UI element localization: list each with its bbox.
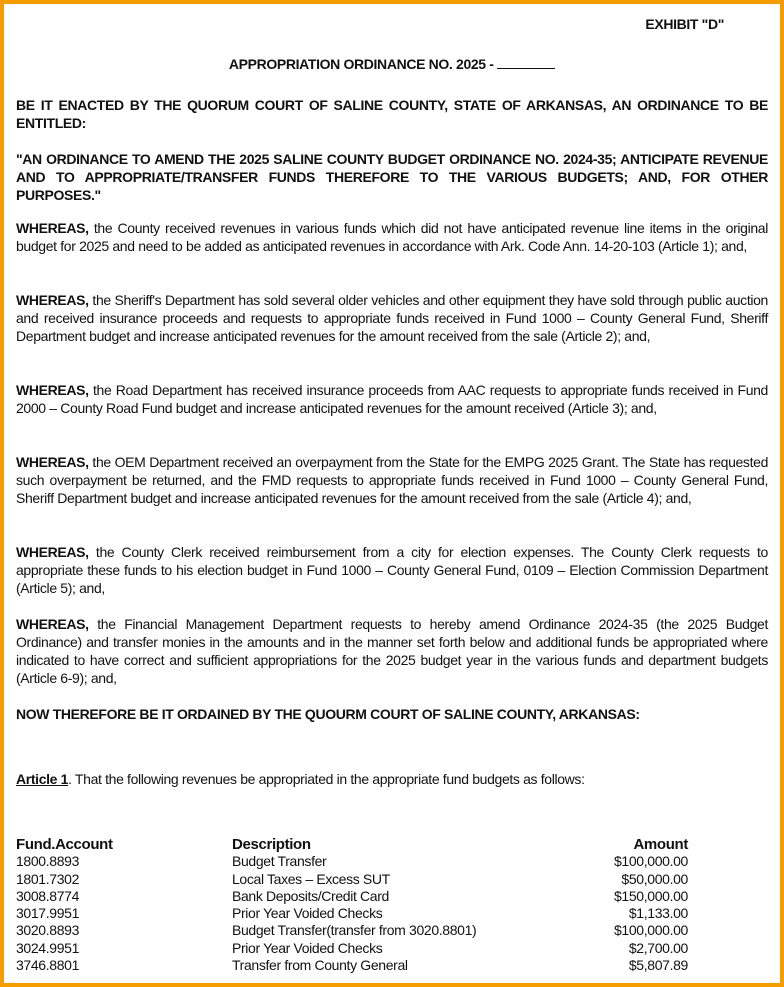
- cell-description: Prior Year Voided Checks: [232, 939, 383, 956]
- whereas-text: the Sheriff's Department has sold several older vehicles and other equipment they have sold through public auction and received insurance proceeds and requests to appropriate funds received in Fund 1000 – County General Fund, Sheriff Department budget and increase anticipated revenues for the amount received from the sale (Article 2); and,: [16, 292, 768, 344]
- whereas-lead: WHEREAS,: [16, 292, 89, 308]
- cell-description: Budget Transfer(transfer from 3020.8801): [232, 922, 477, 939]
- cell-fund-account: 1801.7302: [16, 870, 80, 887]
- cell-fund-account: 3020.8893: [16, 922, 80, 939]
- header-description: Description: [232, 836, 311, 853]
- cell-amount: $50,000.00: [621, 870, 688, 887]
- cell-amount: $5,807.89: [628, 957, 688, 974]
- table-row: [16, 871, 688, 888]
- whereas-paragraph: [16, 291, 768, 345]
- page-title: APPROPRIATION ORDINANCE NO. 2025 -: [228, 56, 494, 72]
- header-amount: Amount: [633, 836, 688, 853]
- cell-fund-account: 1800.8893: [16, 853, 80, 870]
- whereas-lead: WHEREAS,: [16, 616, 89, 632]
- ordinance-number-blank: [497, 56, 555, 69]
- cell-amount: $100,000.00: [613, 853, 688, 870]
- cell-amount: $100,000.00: [613, 922, 688, 939]
- table-header-row: [16, 836, 688, 853]
- cell-fund-account: 3746.8801: [16, 957, 80, 974]
- enactment-clause: BE IT ENACTED BY THE QUORUM COURT OF SALINE COUNTY, STATE OF ARKANSAS, AN ORDINANCE TO BE ENTITLED:: [16, 97, 768, 131]
- whereas-text: the County Clerk received reimbursement from a city for election expenses. The County Clerk requests to appropriate these funds to his election budget in Fund 1000 – County General Fund, 0109 – Election Commission Department (Article 5); and,: [16, 544, 768, 596]
- header-fund-account: Fund.Account: [16, 836, 113, 853]
- table-row: [16, 957, 688, 974]
- cell-fund-account: 3024.9951: [16, 939, 80, 956]
- document-page: [4, 4, 780, 983]
- cell-description: Local Taxes – Excess SUT: [232, 870, 390, 887]
- cell-amount: $2,700.00: [628, 939, 688, 956]
- whereas-text: the County received revenues in various funds which did not have anticipated revenue line items in the original budget for 2025 and need to be added as anticipated revenues in accordance with Ark. Code Ann. 14-20-103 (Article 1); and,: [16, 220, 768, 254]
- whereas-lead: WHEREAS,: [16, 220, 89, 236]
- table-row: [16, 940, 688, 957]
- table-row: [16, 922, 688, 939]
- whereas-paragraph: [16, 381, 768, 417]
- exhibit-label: EXHIBIT "D": [645, 16, 724, 32]
- whereas-text: the Financial Management Department requests to hereby amend Ordinance 2024-35 (the 2025 Budget Ordinance) and transfer monies in the amounts and in the manner set forth below and additional funds be appropriated where indicated to have correct and sufficient appropriations for the 2025 budget year in the various funds and department budgets (Article 6-9); and,: [16, 616, 768, 686]
- ordaining-clause: NOW THEREFORE BE IT ORDAINED BY THE QUOURM COURT OF SALINE COUNTY, ARKANSAS:: [16, 706, 640, 722]
- article-1-label: Article 1: [16, 771, 69, 787]
- cell-description: Bank Deposits/Credit Card: [232, 887, 389, 904]
- whereas-lead: WHEREAS,: [16, 382, 89, 398]
- whereas-paragraph: [16, 453, 768, 507]
- whereas-lead: WHEREAS,: [16, 454, 89, 470]
- cell-description: Budget Transfer: [232, 853, 327, 870]
- article-1-intro: [16, 770, 768, 788]
- article-1-text: . That the following revenues be appropriated in the appropriate fund budgets as follows:: [68, 771, 585, 787]
- cell-description: Prior Year Voided Checks: [232, 905, 383, 922]
- cell-fund-account: 3008.8774: [16, 887, 80, 904]
- whereas-paragraph: [16, 615, 768, 687]
- cell-amount: $1,133.00: [628, 905, 688, 922]
- revenue-table: [16, 836, 688, 974]
- table-row: [16, 905, 688, 922]
- whereas-lead: WHEREAS,: [16, 544, 89, 560]
- cell-amount: $150,000.00: [613, 887, 688, 904]
- ordinance-title-line: [16, 55, 768, 73]
- cell-fund-account: 3017.9951: [16, 905, 80, 922]
- cell-description: Transfer from County General: [232, 957, 408, 974]
- table-row: [16, 888, 688, 905]
- whereas-paragraph: [16, 219, 768, 255]
- whereas-text: the OEM Department received an overpayment from the State for the EMPG 2025 Grant. The State has requested such overpayment be returned, and the FMD requests to appropriate funds received in Fund 1000 – County General Fund, Sheriff Department budget and increase anticipated revenues for the amount received from the sale (Article 4); and,: [16, 454, 768, 506]
- whereas-paragraph: [16, 543, 768, 597]
- table-row: [16, 853, 688, 870]
- ordinance-caption: "AN ORDINANCE TO AMEND THE 2025 SALINE COUNTY BUDGET ORDINANCE NO. 2024-35; ANTICIPATE REVENUE AND TO APPROPRIATE/TRANSFER FUNDS THEREFORE TO THE VARIOUS BUDGETS; AND, FOR OTHER PURPOSES.": [16, 151, 768, 203]
- whereas-text: the Road Department has received insurance proceeds from AAC requests to appropriate funds received in Fund 2000 – County Road Fund budget and increase anticipated revenues for the amount received (Article 3); and,: [16, 382, 768, 416]
